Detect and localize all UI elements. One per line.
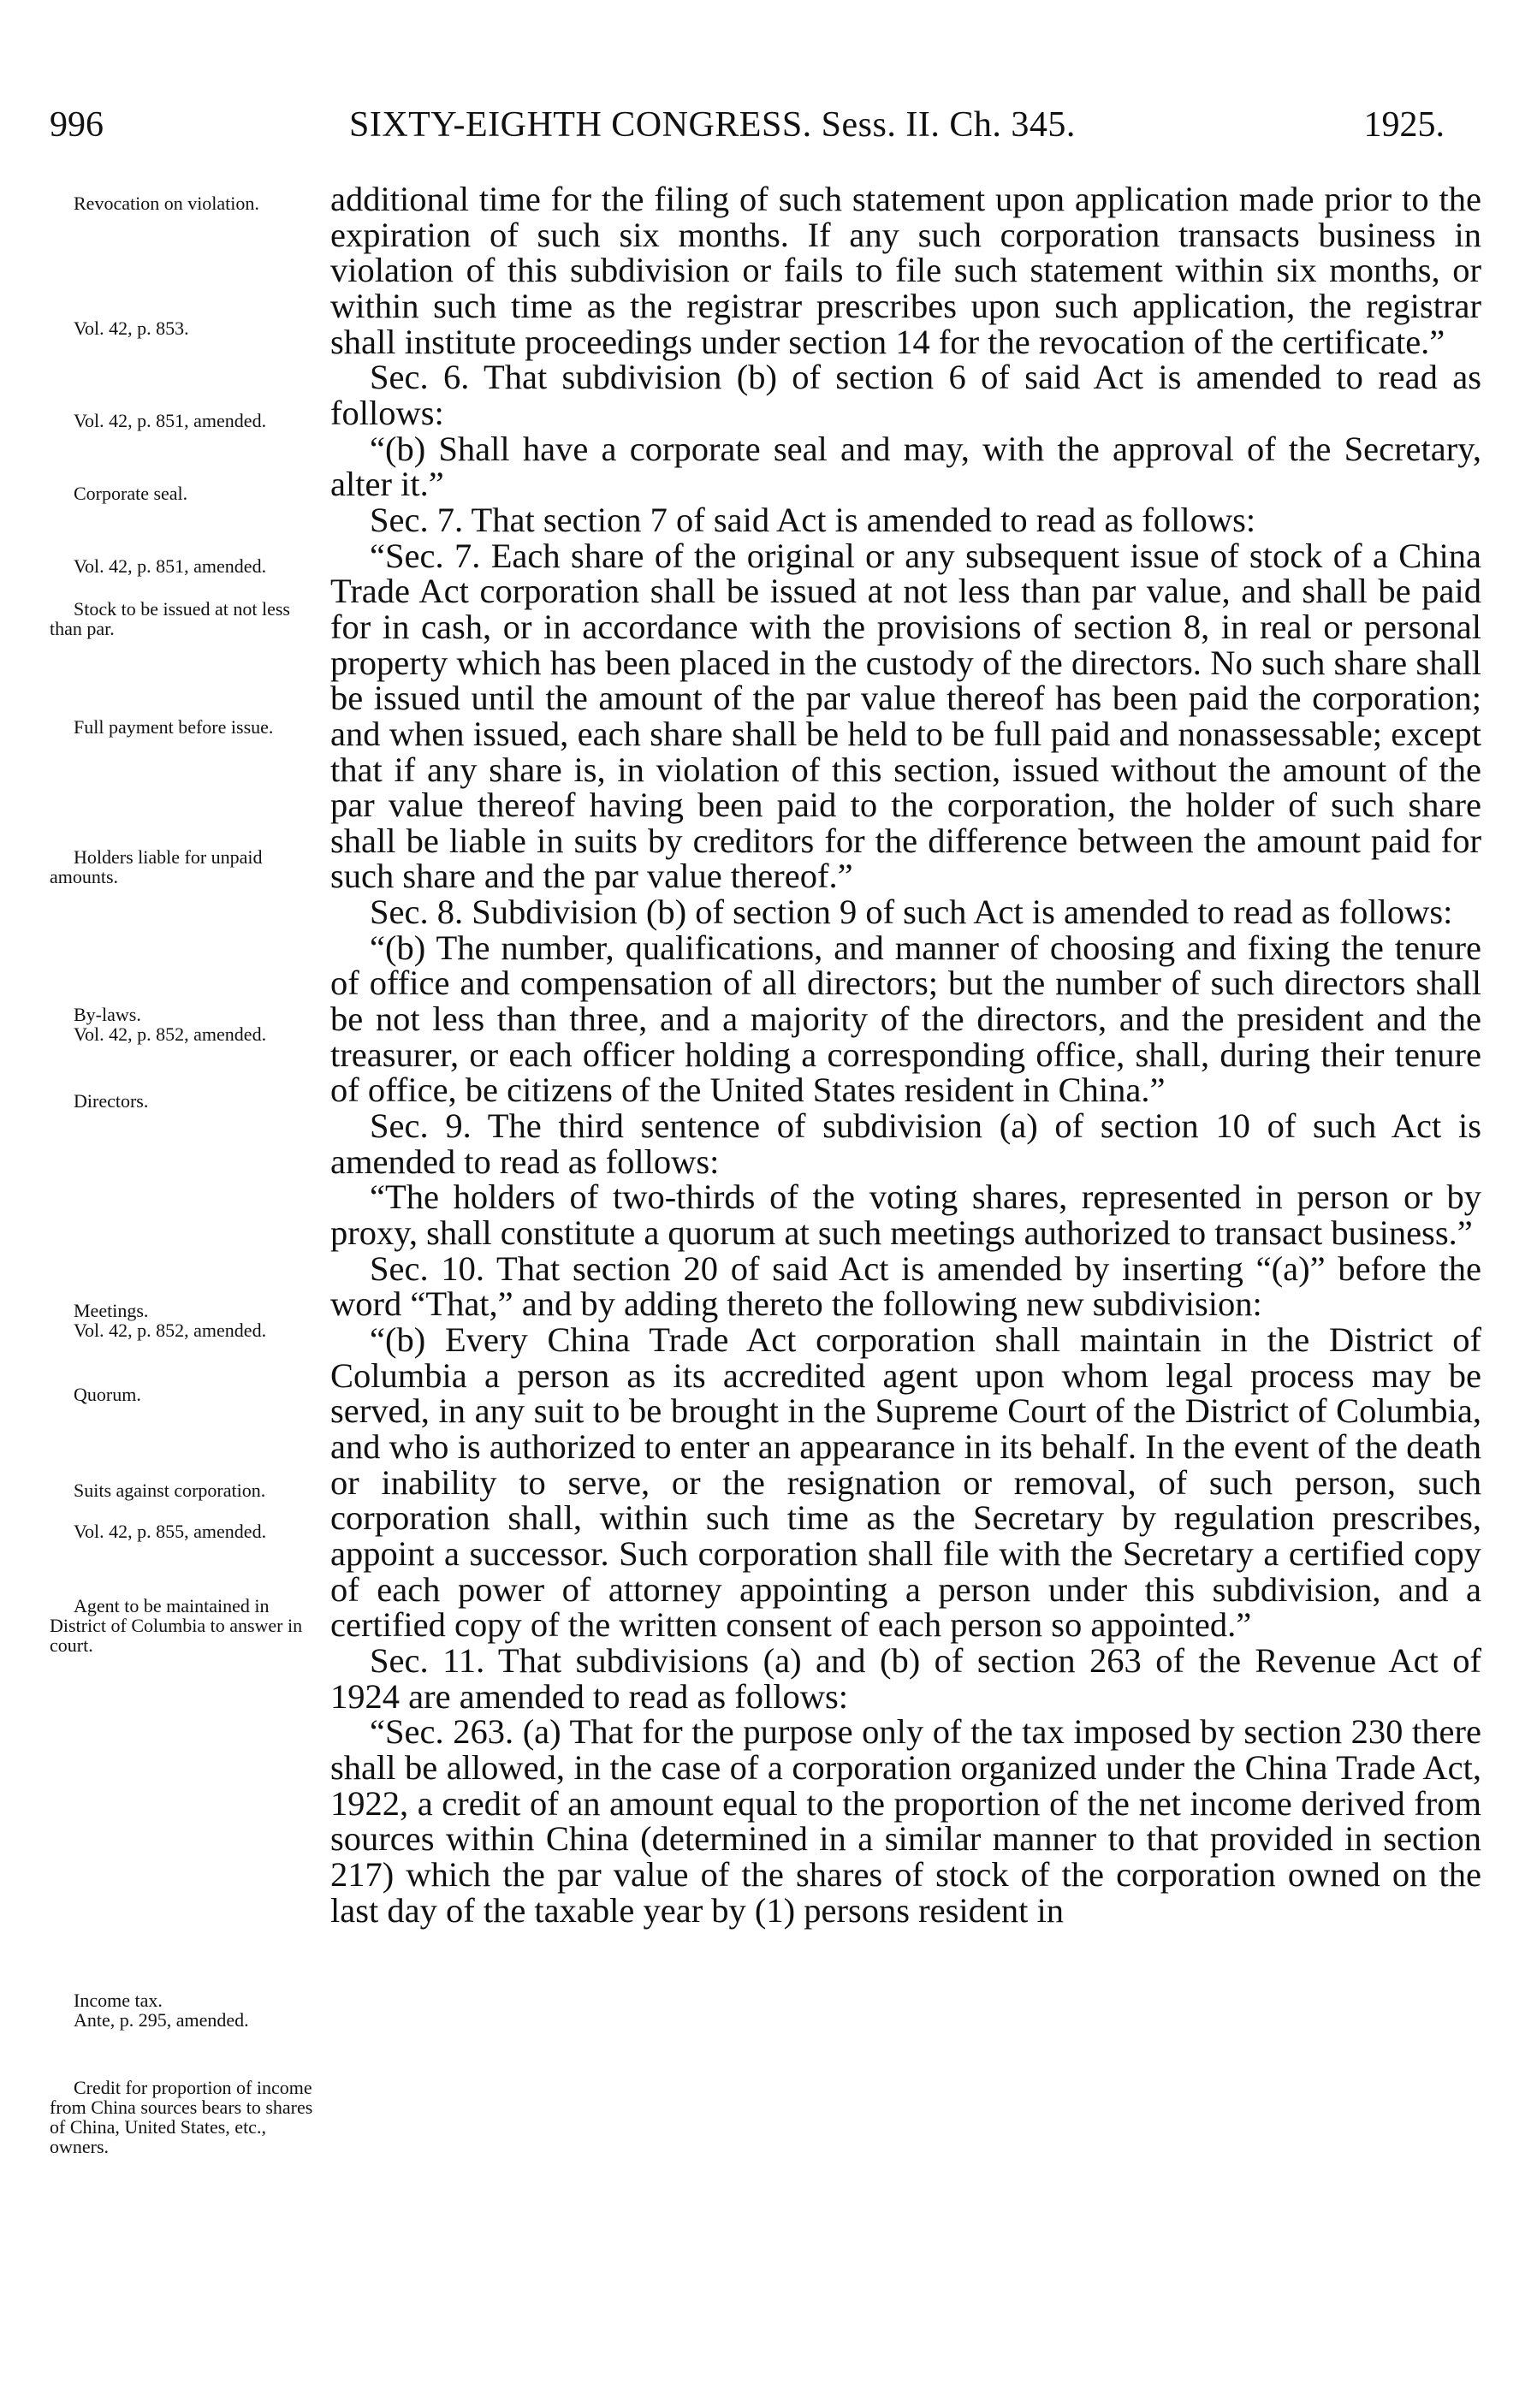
body-paragraph: Sec. 10. That section 20 of said Act is amended by inserting “(a)” before the word “That,” and by adding thereto the following new subdivision:: [330, 1248, 1481, 1324]
margin-note: Agent to be maintained in District of Columbia to answer in court.: [50, 1595, 303, 1656]
margin-note: Credit for proportion of income from China sources bears to shares of China, United States, etc., owners.: [50, 2077, 313, 2157]
margin-note: Vol. 42, p. 852, amended.: [74, 1320, 267, 1341]
margin-note: Revocation on violation.: [74, 193, 259, 214]
margin-note: Vol. 42, p. 852, amended.: [74, 1023, 267, 1045]
margin-note: Suits against corporation.: [74, 1480, 266, 1501]
margin-note: Vol. 42, p. 851, amended.: [74, 555, 267, 577]
body-paragraph: “Sec. 263. (a) That for the purpose only of the tax imposed by section 230 there shall be allowed, in the case of a corporation organized under the China Trade Act, 1922, a credit of an amount equal to the proportion of the net income derived from sources within China (determined in a similar manner to that provided in section 217) which the par value of the shares of stock of the corporation owned on the last day of the taxable year by (1) persons resident in: [330, 1712, 1481, 1930]
margin-note: Income tax.: [74, 1990, 163, 2011]
body-paragraph: additional time for the filing of such statement upon application made prior to the expiration of such six months. If any such corporation transacts business in violation of this subdivision or fails to file such statement within six months, or within such time as the registrar prescribes upon such application, the registrar shall institute proceedings under section 14 for the revocation of the certificate.”: [330, 180, 1481, 361]
page-header: [50, 104, 1445, 156]
margin-note: Holders liable for unpaid amounts.: [50, 846, 263, 887]
body-paragraph: “(b) Shall have a corporate seal and may, with the approval of the Secretary, alter it.”: [330, 429, 1481, 504]
margin-note: Full payment before issue.: [74, 716, 274, 738]
body-paragraph: Sec. 6. That subdivision (b) of section 6 of said Act is amended to read as follows:: [330, 358, 1481, 432]
margin-note: Meetings.: [74, 1300, 149, 1321]
body-paragraph: Sec. 8. Subdivision (b) of section 9 of such Act is amended to read as follows:: [370, 893, 1453, 932]
body-paragraph: “The holders of two-thirds of the voting shares, represented in person or by proxy, shall constitute a quorum at such meetings authorized to transact business.”: [330, 1177, 1481, 1253]
margin-note: Ante, p. 295, amended.: [74, 2009, 249, 2031]
margin-note: Vol. 42, p. 855, amended.: [74, 1521, 267, 1542]
body-paragraph: “Sec. 7. Each share of the original or any subsequent issue of stock of a China Trade Act corporation shall be issued at not less than par value, and shall be paid for in cash, or in accordance with the provisions of section 8, in real or personal property which has been placed in the custody of the directors. No such share shall be issued until the amount of the par value thereof has been paid the corporation; and when issued, each share shall be held to be full paid and nonassessable; except that if any share is, in violation of this section, issued without the amount of the par value thereof having been paid to the corporation, the holder of such share shall be liable in suits by creditors for the difference between the amount paid for such share and the par value thereof.”: [330, 536, 1481, 896]
body-paragraph: “(b) Every China Trade Act corporation shall maintain in the District of Columbia a person as its accredited agent upon whom legal process may be served, in any suit to be brought in the Supreme Court of the District of Columbia, and who is authorized to enter an appearance in its behalf. In the event of the death or inability to serve, or the resignation or removal, of such person, such corporation shall, within such time as the Secretary by regulation prescribes, appoint a successor. Such corporation shall file with the Secretary a certified copy of each power of attorney appointing a person under this subdivision, and a certified copy of the written consent of each person so appointed.”: [330, 1320, 1481, 1645]
margin-note: Directors.: [74, 1090, 149, 1112]
header-year: 1925.: [1363, 105, 1445, 145]
statute-body: [330, 181, 1481, 1928]
margin-note: Vol. 42, p. 853.: [74, 317, 189, 339]
body-paragraph: Sec. 7. That section 7 of said Act is amended to read as follows:: [370, 500, 1256, 539]
margin-note: By-laws.: [74, 1004, 141, 1025]
margin-note: Vol. 42, p. 851, amended.: [74, 410, 267, 431]
body-paragraph: Sec. 9. The third sentence of subdivision (a) of section 10 of such Act is amended to read as follows:: [330, 1106, 1481, 1181]
margin-note: Quorum.: [74, 1384, 141, 1405]
page-number: 996: [50, 105, 104, 145]
body-paragraph: “(b) The number, qualifications, and manner of choosing and fixing the tenure of office and compensation of all directors; but the number of such directors shall be not less than three, and a majority of the directors, and the president and the treasurer, or each officer holding a corresponding office, shall, during their tenure of office, be citizens of the United States resident in China.”: [330, 928, 1481, 1110]
body-paragraph: Sec. 11. That subdivisions (a) and (b) of section 263 of the Revenue Act of 1924 are amended to read as follows:: [330, 1640, 1481, 1716]
margin-note: Corporate seal.: [74, 483, 188, 504]
running-title: SIXTY-EIGHTH CONGRESS. Sess. II. Ch. 345.: [349, 105, 1076, 145]
margin-note: Stock to be issued at not less than par.: [50, 598, 290, 639]
